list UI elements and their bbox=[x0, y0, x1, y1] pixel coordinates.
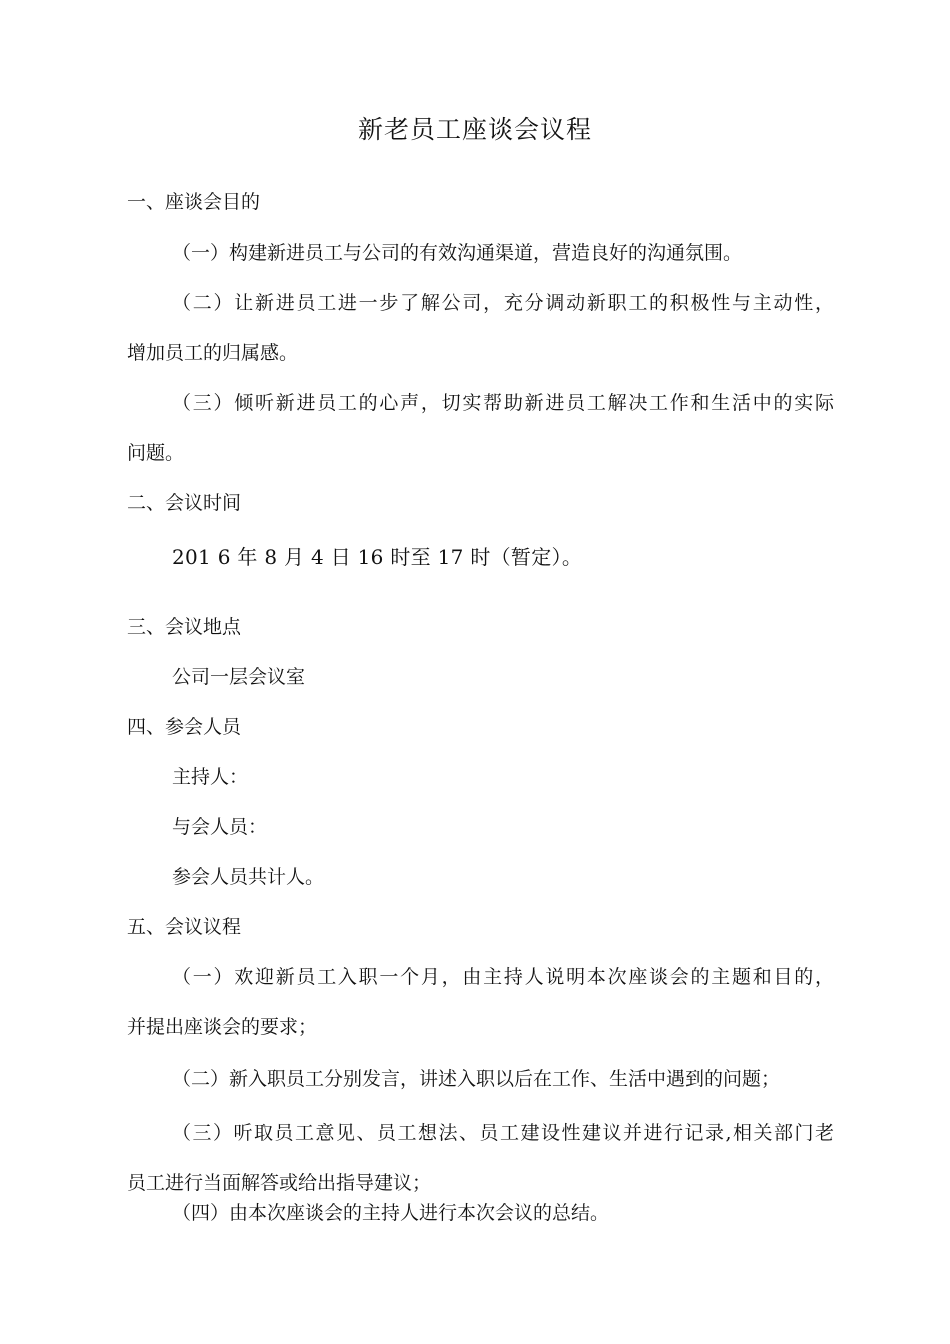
section-heading-location: 三、会议地点 bbox=[127, 616, 242, 638]
paragraph-line: （三）倾听新进员工的心声，切实帮助新进员工解决工作和生活中的实际 bbox=[172, 392, 834, 414]
agenda-line: 员工进行当面解答或给出指导建议； bbox=[127, 1172, 432, 1194]
meeting-location: 公司一层会议室 bbox=[172, 666, 306, 688]
section-heading-time: 二、会议时间 bbox=[127, 492, 242, 514]
agenda-line: （一）欢迎新员工入职一个月，由主持人说明本次座谈会的主题和目的， bbox=[172, 966, 834, 988]
section-heading-agenda: 五、会议议程 bbox=[127, 916, 242, 938]
paragraph-line: （一）构建新进员工与公司的有效沟通渠道，营造良好的沟通氛围。 bbox=[172, 242, 743, 264]
paragraph-line: （二）让新进员工进一步了解公司，充分调动新职工的积极性与主动性， bbox=[172, 292, 834, 314]
paragraph-line: 问题。 bbox=[127, 442, 185, 464]
paragraph-line: 增加员工的归属感。 bbox=[127, 342, 299, 364]
section-heading-purpose: 一、座谈会目的 bbox=[127, 191, 261, 213]
meeting-time: 201 6 年 8 月 4 日 16 时至 17 时（暂定）。 bbox=[172, 545, 583, 569]
attendees-line: 与会人员： bbox=[172, 816, 268, 838]
agenda-line: （三）听取员工意见、员工想法、员工建设性建议并进行记录,相关部门老 bbox=[172, 1122, 834, 1144]
document-title: 新老员工座谈会议程 bbox=[357, 115, 592, 144]
host-line: 主持人： bbox=[172, 766, 249, 788]
agenda-line: （四）由本次座谈会的主持人进行本次会议的总结。 bbox=[172, 1202, 610, 1224]
agenda-line: 并提出座谈会的要求； bbox=[127, 1016, 318, 1038]
attendee-count-line: 参会人员共计人。 bbox=[172, 866, 325, 888]
agenda-line: （二）新入职员工分别发言，讲述入职以后在工作、生活中遇到的问题； bbox=[172, 1068, 781, 1090]
section-heading-attendees: 四、参会人员 bbox=[127, 716, 242, 738]
